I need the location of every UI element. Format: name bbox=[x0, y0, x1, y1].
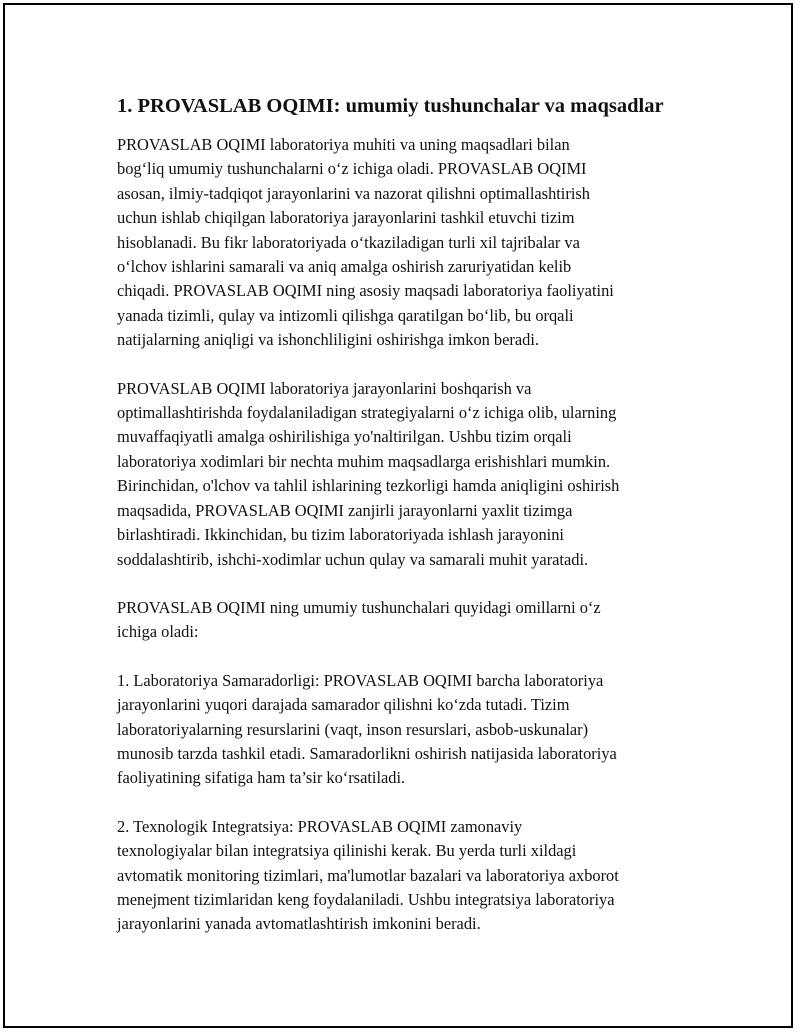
text-line: avtomatik monitoring tizimlari, ma'lumotlar bazalari va laboratoriya axborot bbox=[117, 865, 619, 885]
text-line: bog‘liq umumiy tushunchalarni o‘z ichiga oladi. PROVASLAB OQIMI bbox=[117, 159, 587, 179]
text-line: texnologiyalar bilan integratsiya qilinishi kerak. Bu yerda turli xildagi bbox=[117, 841, 577, 861]
text-line: laboratoriyalarning resurslarini (vaqt, inson resurslari, asbob-uskunalar) bbox=[117, 719, 589, 739]
document-body bbox=[117, 93, 697, 961]
text-line: uchun ishlab chiqilgan laboratoriya jarayonlarini tashkil etuvchi tizim bbox=[117, 208, 575, 228]
text-line: PROVASLAB OQIMI laboratoriya muhiti va uning maqsadlari bilan bbox=[117, 135, 570, 154]
text-line: jarayonlarini yanada avtomatlashtirish imkonini beradi. bbox=[117, 914, 481, 934]
text-line: maqsadida, PROVASLAB OQIMI zanjirli jarayonlarni yaxlit tizimga bbox=[117, 500, 573, 520]
paragraph-intro bbox=[117, 133, 697, 353]
text-line: menejment tizimlaridan keng foydalaniladi. Ushbu integratsiya laboratoriya bbox=[117, 889, 615, 909]
text-line: ichiga oladi: bbox=[117, 622, 199, 642]
text-line: yanada tizimli, qulay va intizomli qilishga qaratilgan bo‘lib, bu orqali bbox=[117, 305, 574, 325]
text-line: 2. Texnologik Integratsiya: PROVASLAB OQIMI zamonaviy bbox=[117, 816, 523, 836]
text-line: natijalarning aniqligi va ishonchliligini oshirishga imkon beradi. bbox=[117, 330, 539, 350]
text-line: PROVASLAB OQIMI ning umumiy tushunchalari quyidagi omillarni o‘z bbox=[117, 597, 601, 617]
list-item-efficiency bbox=[117, 669, 697, 791]
section-title: 1. PROVASLAB OQIMI: umumiy tushunchalar va maqsadlar bbox=[117, 95, 664, 117]
text-line: 1. Laboratoriya Samaradorligi: PROVASLAB OQIMI barcha laboratoriya bbox=[117, 670, 604, 690]
text-line: jarayonlarini yuqori darajada samarador qilishni ko‘zda tutadi. Tizim bbox=[117, 695, 570, 715]
text-line: birlashtiradi. Ikkinchidan, bu tizim laboratoriyada ishlash jarayonini bbox=[117, 525, 564, 545]
text-line: munosib tarzda tashkil etadi. Samaradorlikni oshirish natijasida laboratoriya bbox=[117, 743, 617, 763]
list-item-integration bbox=[117, 815, 697, 937]
paragraph-concepts-intro bbox=[117, 596, 697, 645]
text-line: chiqadi. PROVASLAB OQIMI ning asosiy maqsadi laboratoriya faoliyatini bbox=[117, 281, 614, 301]
text-line: faoliyatining sifatiga ham ta’sir ko‘rsatiladi. bbox=[117, 768, 406, 788]
text-line: laboratoriya xodimlari bir nechta muhim maqsadlarga erishishlari mumkin. bbox=[117, 451, 611, 471]
text-line: asosan, ilmiy-tadqiqot jarayonlarini va nazorat qilishni optimallashtirish bbox=[117, 183, 590, 203]
text-line: o‘lchov ishlarini samarali va aniq amalga oshirish zaruriyatidan kelib bbox=[117, 257, 572, 277]
paragraph-strategies bbox=[117, 377, 697, 572]
text-line: muvaffaqiyatli amalga oshirilishiga yo'naltirilgan. Ushbu tizim orqali bbox=[117, 427, 572, 447]
text-line: hisoblanadi. Bu fikr laboratoriyada o‘tkaziladigan turli xil tajribalar va bbox=[117, 232, 580, 252]
text-line: PROVASLAB OQIMI laboratoriya jarayonlarini boshqarish va bbox=[117, 378, 532, 398]
text-line: soddalashtirib, ishchi-xodimlar uchun qulay va samarali muhit yaratadi. bbox=[117, 549, 589, 569]
text-line: optimallashtirishda foydalaniladigan strategiyalarni o‘z ichiga olib, ularning bbox=[117, 403, 617, 423]
text-line: Birinchidan, o'lchov va tahlil ishlarining tezkorligi hamda aniqligini oshirish bbox=[117, 476, 620, 496]
